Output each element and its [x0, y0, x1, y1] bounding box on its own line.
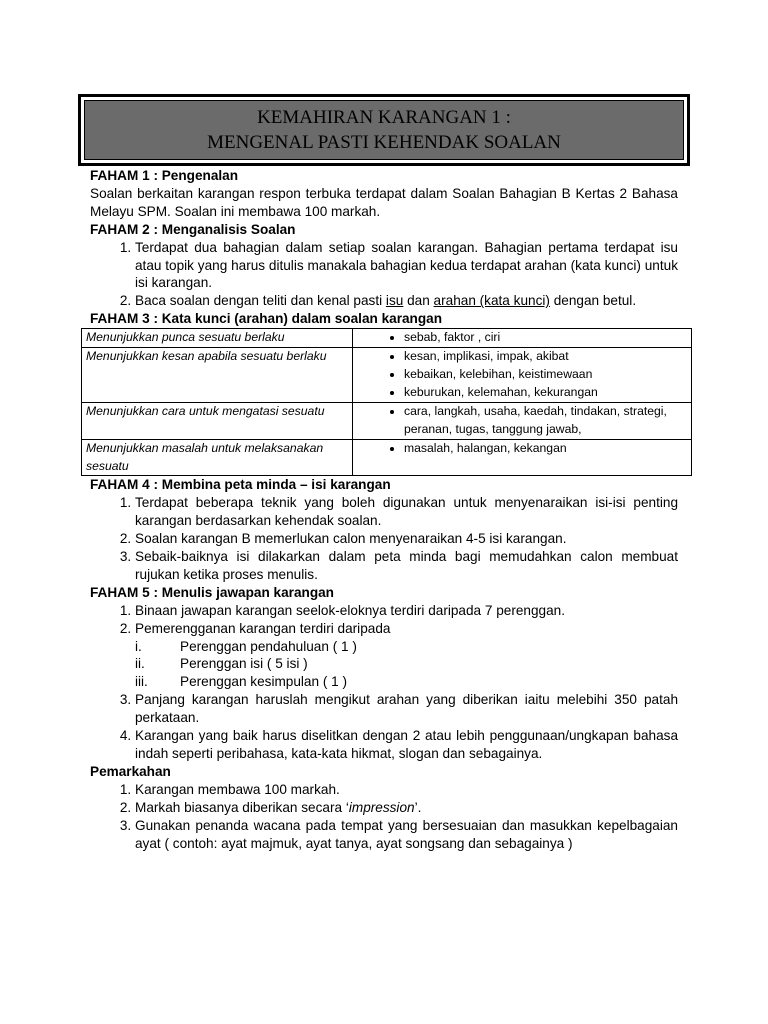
sublist-numeral: iii.	[135, 674, 148, 690]
pemarkahan-item-1: 1. Karangan membawa 100 markah.	[135, 781, 678, 799]
table-row-label: Menunjukkan kesan apabila sesuatu berlaku	[82, 348, 353, 403]
table-row	[82, 329, 692, 348]
title-line-1: KEMAHIRAN KARANGAN 1 :	[257, 107, 511, 128]
faham1-text: Soalan berkaitan karangan respon terbuka terdapat dalam Soalan Bahagian B Kertas 2 Bahasa Melayu SPM. Soalan ini membawa 100 markah.	[90, 185, 678, 219]
sublist-text: Perenggan isi ( 5 isi )	[180, 656, 308, 672]
faham5-item-3: 3. Panjang karangan haruslah mengikut arahan yang diberikan iaitu melebihi 350 patah perkataan.	[135, 691, 678, 727]
document-content	[86, 167, 678, 852]
sublist-item	[90, 655, 678, 673]
faham5-list	[90, 602, 678, 763]
table-row-label: Menunjukkan masalah untuk melaksanakan sesuatu	[82, 439, 353, 476]
table-row-item: • cara, langkah, usaha, kaedah, tindakan, strategi, peranan, tugas, tanggung jawab,	[404, 403, 687, 439]
table-row	[82, 402, 692, 439]
pemarkahan-heading: Pemarkahan	[90, 763, 171, 779]
sublist-item	[90, 638, 678, 656]
pemarkahan-item-2	[135, 799, 678, 817]
faham5-heading: FAHAM 5 : Menulis jawapan karangan	[90, 584, 334, 600]
faham2-item-2-text-b: dengan betul.	[549, 293, 637, 309]
faham2-item-2-arahan: arahan (kata kunci)	[433, 293, 550, 309]
faham3-heading: FAHAM 3 : Kata kunci (arahan) dalam soalan karangan	[90, 311, 443, 327]
faham5-item-2-text: Pemerengganan karangan terdiri daripada	[135, 620, 391, 636]
faham2-item-2-text-a: Baca soalan dengan teliti dan kenal pasti	[135, 293, 386, 309]
faham2-item-2	[135, 292, 678, 310]
faham1-heading: FAHAM 1 : Pengenalan	[90, 168, 239, 183]
pemarkahan-item-2-emphasis: impression	[348, 799, 415, 815]
table-row-item: • kesan, implikasi, impak, akibat	[404, 348, 687, 366]
table-row-label: Menunjukkan punca sesuatu berlaku	[82, 329, 353, 348]
table-row	[82, 348, 692, 403]
faham5-item-4: 4. Karangan yang baik harus diselitkan dengan 2 atau lebih penggunaan/ungkapan bahasa indah seperti peribahasa, kata-kata hikmat, slogan dan sebagainya.	[135, 727, 678, 763]
pemarkahan-list	[90, 781, 678, 853]
pemarkahan-item-2-text-a: Markah biasanya diberikan secara ‘	[135, 799, 349, 815]
faham4-heading: FAHAM 4 : Membina peta minda – isi karangan	[90, 477, 391, 493]
sublist-numeral: i.	[135, 638, 142, 654]
sublist-item	[90, 673, 678, 691]
faham5-item-1: 1. Binaan jawapan karangan seelok-eloknya terdiri daripada 7 perenggan.	[135, 602, 678, 620]
faham4-item-2: 2. Soalan karangan B memerlukan calon menyenaraikan 4-5 isi karangan.	[135, 530, 678, 548]
faham4-item-1: 1. Terdapat beberapa teknik yang boleh digunakan untuk menyenaraikan isi-isi penting karangan berdasarkan kehendak soalan.	[135, 494, 678, 530]
table-row	[82, 439, 692, 476]
table-row-item: • keburukan, kelemahan, kekurangan	[404, 384, 687, 402]
table-row-item: • kebaikan, kelebihan, keistimewaan	[404, 366, 687, 384]
faham4-item-3: 3. Sebaik-baiknya isi dilakarkan dalam peta minda bagi memudahkan calon membuat rujukan ketika proses menulis.	[135, 548, 678, 584]
faham2-heading: FAHAM 2 : Menganalisis Soalan	[90, 221, 296, 237]
faham2-list	[90, 239, 678, 311]
keyword-table	[81, 328, 692, 476]
title-line-2: MENGENAL PASTI KEHENDAK SOALAN	[207, 132, 561, 153]
sublist-text: Perenggan kesimpulan ( 1 )	[180, 674, 347, 690]
faham2-item-2-isu: isu	[385, 293, 404, 309]
title-banner	[78, 94, 690, 166]
pemarkahan-item-2-text-b: ’.	[414, 799, 422, 815]
table-row-label: Menunjukkan cara untuk mengatasi sesuatu	[82, 402, 353, 439]
table-row-item: • masalah, halangan, kekangan	[404, 440, 687, 458]
faham5-item-2	[135, 620, 678, 692]
faham2-item-1: 1. Terdapat dua bahagian dalam setiap soalan karangan. Bahagian pertama terdapat isu atau topik yang harus ditulis manakala bahagian kedua terdapat arahan (kata kunci) untuk isi karangan.	[135, 239, 678, 293]
sublist-text: Perenggan pendahuluan ( 1 )	[180, 638, 357, 654]
faham2-item-2-dan: dan	[403, 293, 434, 309]
faham4-list	[90, 494, 678, 584]
faham5-sublist	[90, 638, 678, 692]
sublist-numeral: ii.	[135, 656, 145, 672]
table-row-item: • sebab, faktor , ciri	[404, 329, 687, 347]
pemarkahan-item-3: 3. Gunakan penanda wacana pada tempat yang bersesuaian dan masukkan kepelbagaian ayat ( contoh: ayat majmuk, ayat tanya, ayat songsang dan sebagainya )	[135, 817, 678, 853]
title-banner-inner	[84, 100, 684, 160]
